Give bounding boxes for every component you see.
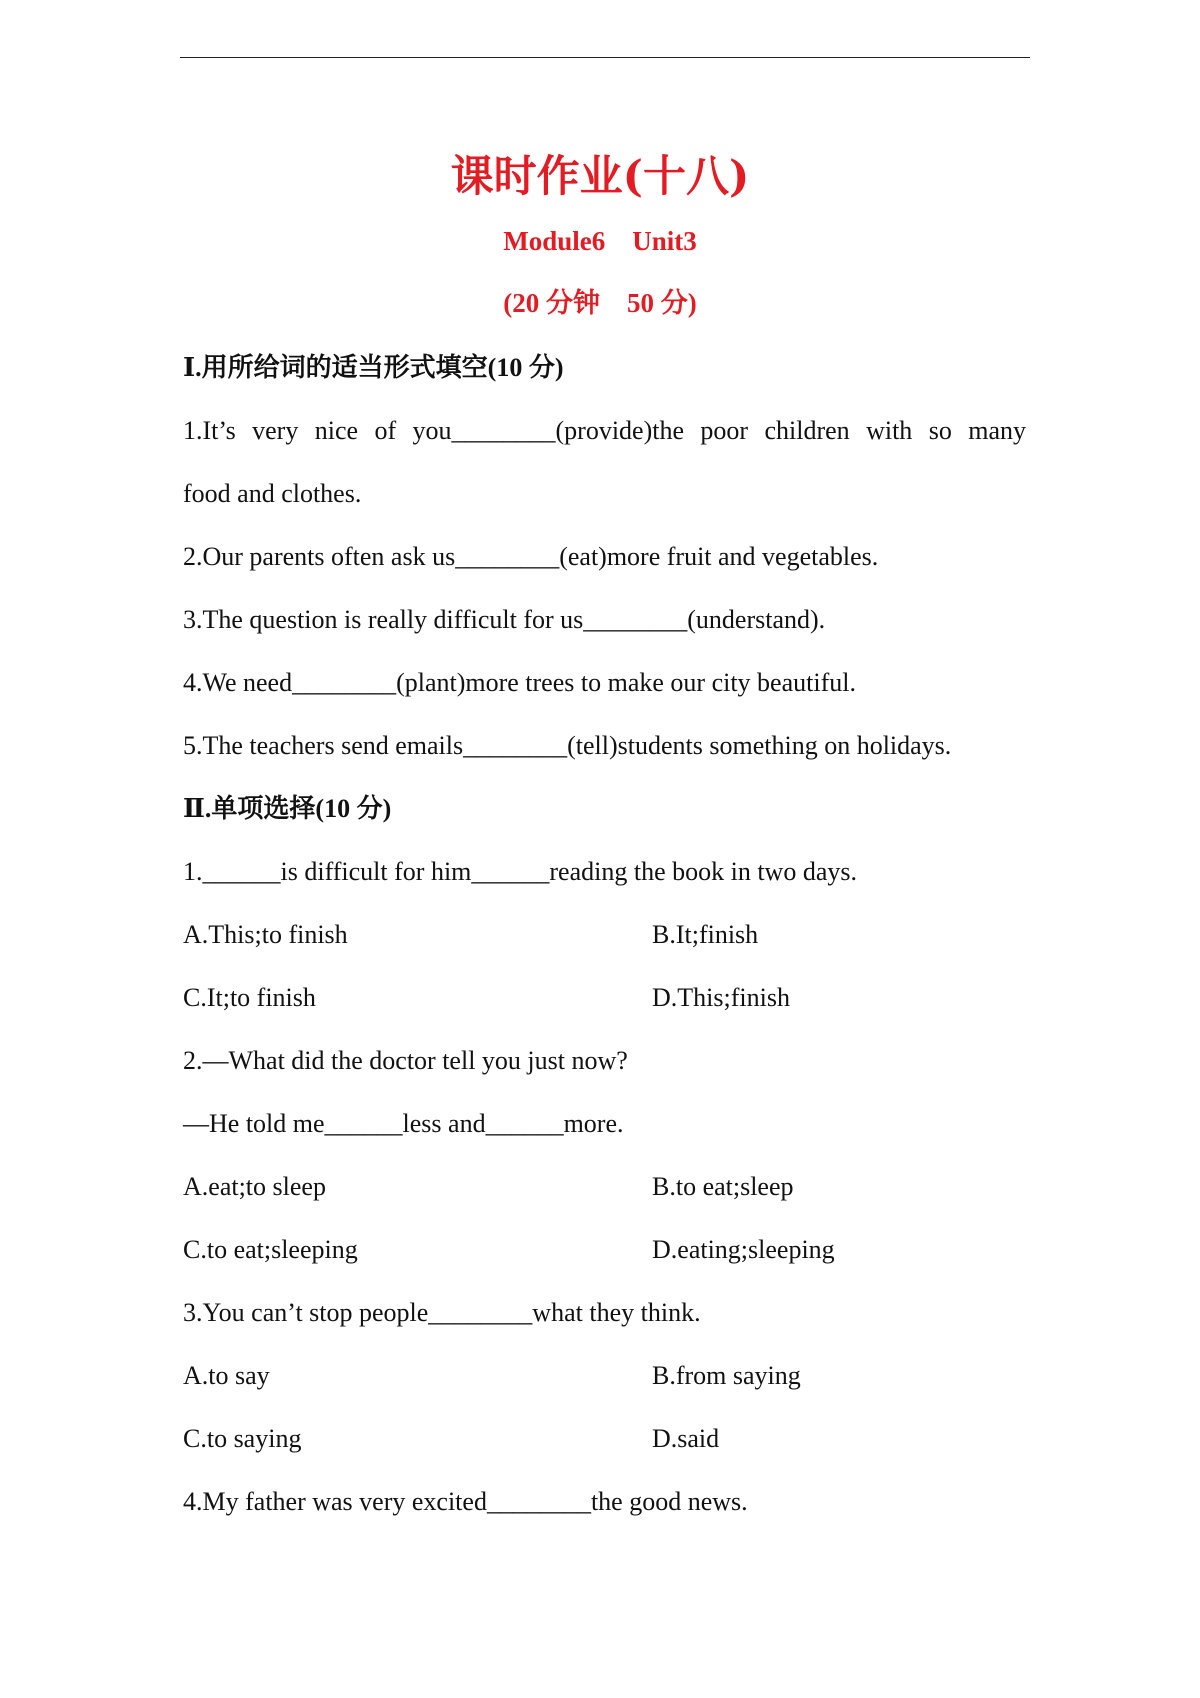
s2-question-3-option-d: D.said [652,1424,720,1453]
s2-question-2-stem: 2.—What did the doctor tell you just now? [183,1046,628,1075]
s2-question-4-stem: 4.My father was very excited________the good news. [183,1487,748,1516]
s2-question-3-option-b: B.from saying [652,1361,801,1390]
section-1-heading: Ⅰ.用所给词的适当形式填空(10 分) [183,353,564,382]
header-rule [180,57,1030,58]
s1-question-5: 5.The teachers send emails________(tell)students something on holidays. [183,731,952,760]
s1-question-2: 2.Our parents often ask us________(eat)more fruit and vegetables. [183,542,879,571]
s1-question-1-line-2: food and clothes. [183,479,362,508]
section-2-heading: Ⅱ.单项选择(10 分) [183,794,392,823]
s2-question-2-option-d: D.eating;sleeping [652,1235,835,1264]
module-unit-subtitle: Module6 Unit3 [503,226,697,256]
s2-question-3-option-a: A.to say [183,1361,270,1390]
time-score-info: (20 分钟 50 分) [503,288,697,318]
s1-question-4: 4.We need________(plant)more trees to make our city beautiful. [183,668,856,697]
s1-question-3: 3.The question is really difficult for us________(understand). [183,605,826,634]
s2-question-3-option-c: C.to saying [183,1424,302,1453]
s2-question-1-option-c: C.It;to finish [183,983,316,1012]
s2-question-3-stem: 3.You can’t stop people________what they think. [183,1298,701,1327]
s2-question-1-option-a: A.This;to finish [183,920,348,949]
s2-question-2-option-b: B.to eat;sleep [652,1172,794,1201]
s2-question-1-option-d: D.This;finish [652,983,790,1012]
s2-question-2-stem-reply: —He told me______less and______more. [183,1109,624,1138]
s2-question-2-option-c: C.to eat;sleeping [183,1235,358,1264]
s1-question-1-line-1: 1.It’s very nice of you________(provide)the poor children with so many [183,416,1026,445]
s2-question-1-stem: 1.______is difficult for him______reading the book in two days. [183,857,857,886]
s2-question-1-option-b: B.It;finish [652,920,759,949]
page-title: 课时作业(十八) [450,152,750,202]
s2-question-2-option-a: A.eat;to sleep [183,1172,326,1201]
